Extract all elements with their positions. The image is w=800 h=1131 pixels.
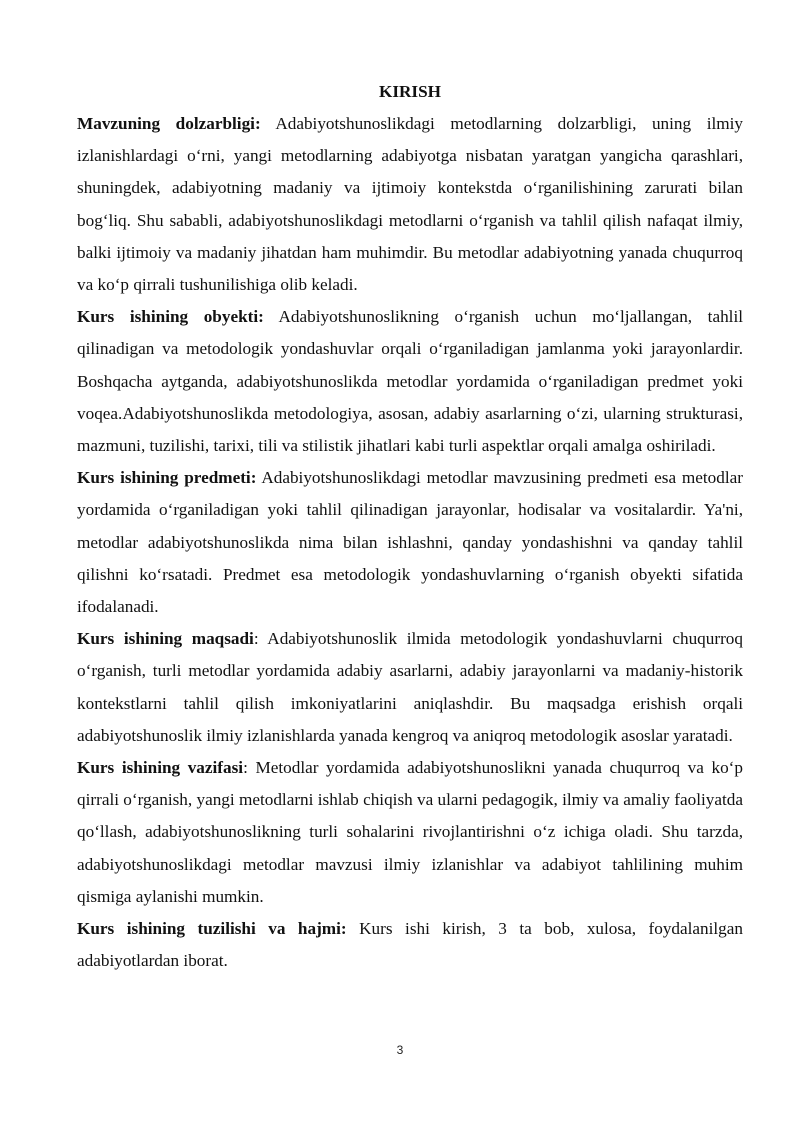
paragraph-heading: Kurs ishining predmeti: xyxy=(77,468,257,488)
section-title: KIRISH xyxy=(378,82,442,101)
paragraph-heading: Kurs ishining maqsadi xyxy=(77,629,254,649)
paragraph-text: : Adabiyotshunoslik ilmida metodologik yondashuvlarni chuqurroq o‘rganish, turli metodlar yordamida adabiy asarlarni, adabiy jarayonlarni va madaniy-historik kontekstlarni tahlil qilish imkoniyatlarini aniqlashdir. Bu maqsadga erishish orqali adabiyotshunoslik ilmiy izlanishlarda yanada kengroq va aniqroq metodologik asoslar yaratadi. xyxy=(77,629,743,745)
paragraph-dolzarbligi xyxy=(77,108,743,301)
paragraph-heading: Kurs ishining tuzilishi va hajmi: xyxy=(77,919,347,939)
paragraph-text: Adabiyotshunoslikdagi metodlarning dolzarbligi, uning ilmiy izlanishlardagi o‘rni, yangi metodlarning adabiyotga nisbatan yaratgan yangicha qarashlari, shuningdek, adabiyotning madaniy va ijtimoiy kontekstda o‘rganilishining zarurati bilan bog‘liq. Shu sababli, adabiyotshunoslikdagi metodlarni o‘rganish va tahlil qilish nafaqat ilmiy, balki ijtimoiy va madaniy jihatdan ham muhimdir. Bu metodlar adabiyotning yanada chuqurroq va ko‘p qirrali tushunilishiga olib keladi. xyxy=(77,114,743,295)
paragraph-text: Adabiyotshunoslikning o‘rganish uchun mo‘ljallangan, tahlil qilinadigan va metodologik yondashuvlar orqali o‘rganiladigan jamlanma yoki jarayonlardir. Boshqacha aytganda, adabiyotshunoslikda metodlar yordamida o‘rganiladigan predmet yoki voqea.Adabiyotshunoslikda metodologiya, asosan, adabiy asarlarning o‘zi, ularning strukturasi, mazmuni, tuzilishi, tarixi, tili va stilistik jihatlari kabi turli aspektlar orqali amalga oshiriladi. xyxy=(77,307,743,456)
paragraph-text: Kurs ishi kirish, 3 ta bob, xulosa, foydalanilgan adabiyotlardan iborat. xyxy=(77,919,743,971)
document-page xyxy=(77,76,743,977)
paragraph-predmeti xyxy=(77,462,743,623)
page-number: 3 xyxy=(396,1043,404,1057)
paragraph-obyekti xyxy=(77,301,743,462)
paragraph-text: : Metodlar yordamida adabiyotshunoslikni yanada chuqurroq va ko‘p qirrali o‘rganish, yangi metodlarni ishlab chiqish va ularni pedagogik, ilmiy va amaliy faoliyatda qo‘llash, adabiyotshunoslikning turli sohalarini rivojlantirishni o‘z ichiga oladi. Shu tarzda, adabiyotshunoslikdagi metodlar mavzusi ilmiy izlanishlar va adabiyot tahlilining muhim qismiga aylanishi mumkin. xyxy=(77,758,744,906)
paragraph-text: Adabiyotshunoslikdagi metodlar mavzusining predmeti esa metodlar yordamida o‘rganiladigan yoki tahlil qilinadigan jarayonlar, hodisalar va vositalardir. Ya'ni, metodlar adabiyotshunoslikda nima bilan ishlashni, qanday yondashishni va qanday tahlil qilishni ko‘rsatadi. Predmet esa metodologik yondashuvlarning o‘rganish obyekti sifatida ifodalanadi. xyxy=(77,468,743,617)
paragraph-tuzilishi xyxy=(77,913,743,977)
paragraph-heading: Kurs ishining obyekti: xyxy=(77,307,264,327)
paragraph-vazifasi xyxy=(77,752,743,913)
paragraph-heading: Kurs ishining vazifasi xyxy=(77,758,244,778)
paragraph-heading: Mavzuning dolzarbligi: xyxy=(77,114,261,133)
paragraph-maqsadi xyxy=(77,623,743,752)
